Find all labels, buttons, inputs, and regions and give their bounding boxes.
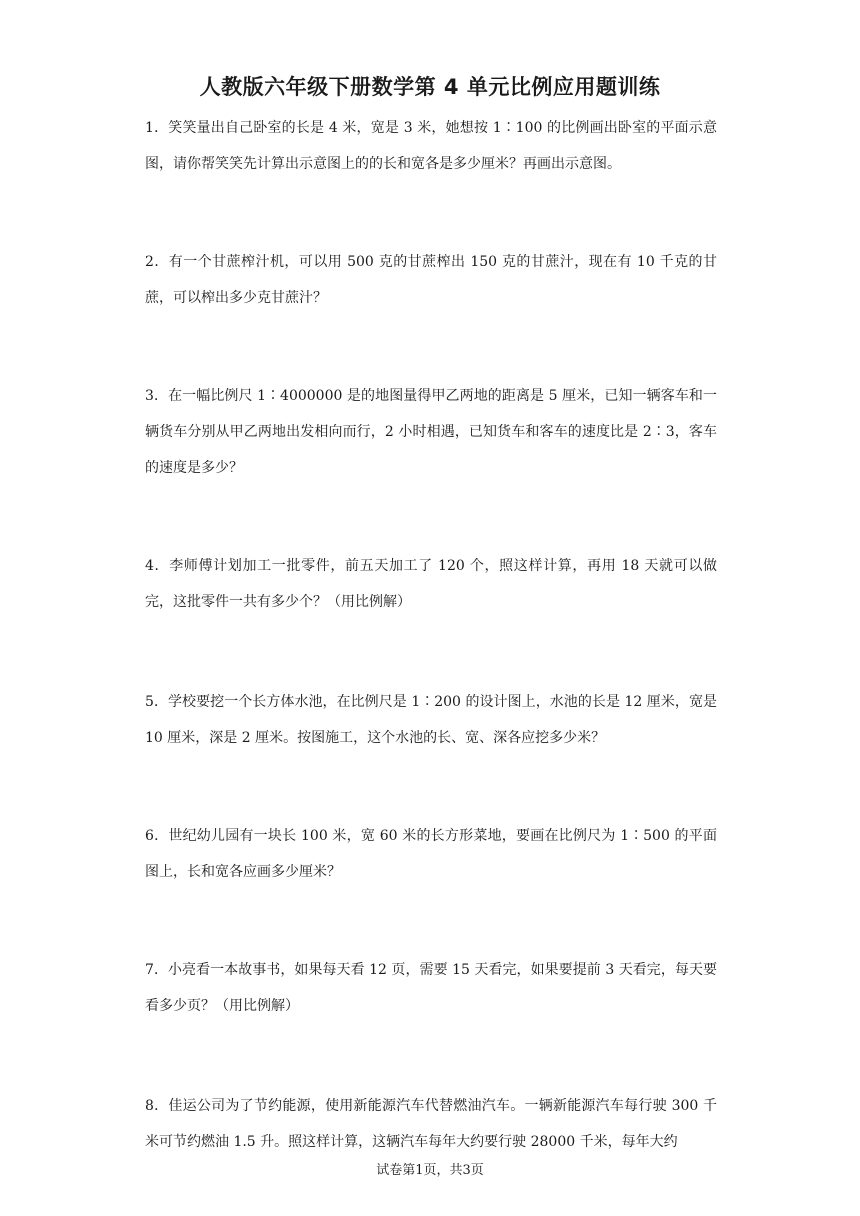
question-1 — [145, 110, 717, 182]
question-text: 1．笑笑量出自己卧室的长是 4 米，宽是 3 米，她想按 1∶100 的比例画出卧室的平面示意图，请你帮笑笑先计算出示意图上的的长和宽各是多少厘米？再画出示意图。 — [145, 120, 717, 172]
question-text: 4．李师傅计划加工一批零件，前五天加工了 120 个，照这样计算，再用 18 天就可以做完，这批零件一共有多少个？（用比例解） — [145, 558, 717, 610]
page-title: 人教版六年级下册数学第 4 单元比例应用题训练 — [199, 75, 661, 99]
page-footer: 试卷第1页，共3页 — [376, 1163, 484, 1178]
question-8 — [145, 1088, 717, 1160]
question-5 — [145, 684, 717, 756]
question-4 — [145, 548, 717, 620]
question-text: 2．有一个甘蔗榨汁机，可以用 500 克的甘蔗榨出 150 克的甘蔗汁，现在有 10 千克的甘蔗，可以榨出多少克甘蔗汁？ — [145, 254, 717, 306]
question-2 — [145, 244, 717, 316]
question-text: 7．小亮看一本故事书，如果每天看 12 页，需要 15 天看完，如果要提前 3 天看完，每天要看多少页？（用比例解） — [145, 962, 717, 1014]
question-text: 6．世纪幼儿园有一块长 100 米，宽 60 米的长方形菜地，要画在比例尺为 1∶500 的平面图上，长和宽各应画多少厘米？ — [145, 828, 717, 880]
question-3 — [145, 378, 717, 486]
question-6 — [145, 818, 717, 890]
question-text: 3．在一幅比例尺 1∶4000000 是的地图量得甲乙两地的距离是 5 厘米，已知一辆客车和一辆货车分别从甲乙两地出发相向而行，2 小时相遇，已知货车和客车的速度比是 2∶3，客车的速度是多少？ — [145, 388, 717, 476]
question-text: 8．佳运公司为了节约能源，使用新能源汽车代替燃油汽车。一辆新能源汽车每行驶 300 千米可节约燃油 1.5 升。照这样计算，这辆汽车每年大约要行驶 28000 千米，每年大约 — [145, 1098, 717, 1150]
question-text: 5．学校要挖一个长方体水池，在比例尺是 1∶200 的设计图上，水池的长是 12 厘米，宽是 10 厘米，深是 2 厘米。按图施工，这个水池的长、宽、深各应挖多少米？ — [145, 694, 717, 746]
question-7 — [145, 952, 717, 1024]
